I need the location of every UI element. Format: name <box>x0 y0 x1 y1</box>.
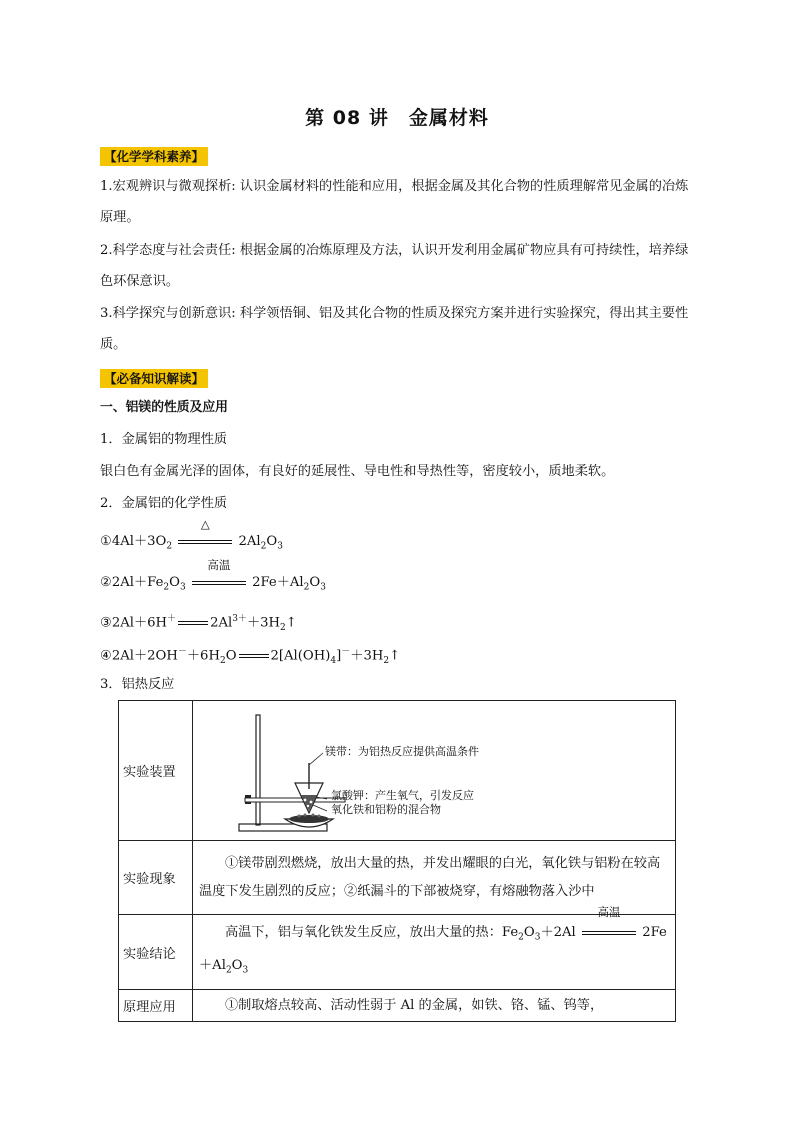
reaction-4: $④2Al+2OH^-+6H_2O$ $2[Al(OH)_4]^-+3H_2↑$ <box>100 647 401 667</box>
literacy-item-3: 3.科学探究与创新意识: 科学领悟铜、铝及其化合物的性质及探究方案并进行实验探究，得出其主要性质。 <box>100 306 689 352</box>
condition-label: 高温 <box>597 905 621 920</box>
reaction-left: 2Al＋2OH <box>111 648 178 664</box>
condition-label: 高温 <box>207 558 231 572</box>
conclusion-cell: 高温下，铝与氧化铁发生反应，放出大量的热：$Fe_2O_3+2Al$ 高温 $2Fe+Al_2O_3$ <box>193 915 676 990</box>
reaction-left: 2Al＋Fe <box>111 575 164 590</box>
phenomenon-text: ①镁带剧烈燃烧，放出大量的热，并发出耀眼的白光，氧化铁与铝粉在较高温度下发生剧烈的反应；②纸漏斗的下部被烧穿，有熔融物落入沙中 <box>199 855 661 899</box>
literacy-item-2: 2.科学态度与社会责任: 根据金属的冶炼原理及方法，认识开发利用金属矿物应具有可持续性，培养绿色环保意识。 <box>100 243 689 289</box>
application-cell <box>193 990 676 1022</box>
subheading-physical: 1．金属铝的物理性质 <box>100 432 228 447</box>
equals-sign <box>178 621 208 625</box>
reaction-number: ③ <box>100 615 112 631</box>
reaction-mid: ＋6H <box>186 648 220 664</box>
page-title: 第 08 讲 金属材料 <box>305 107 489 129</box>
reaction-left: 4Al＋3O <box>111 534 167 549</box>
apparatus-cell <box>193 701 676 841</box>
table-row <box>119 990 676 1022</box>
reaction-number: ② <box>100 575 112 590</box>
reaction-1: $①4Al+3O_2$ △ $2Al_2O_3$ <box>100 517 283 552</box>
conclusion-eq-mid: ＋2Al <box>540 925 576 941</box>
reaction-number: ① <box>100 534 112 549</box>
table-row <box>119 915 676 990</box>
condition-arrow <box>582 905 636 947</box>
label-chlorate: 氯酸钾：产生氧气，引发反应 <box>331 789 474 802</box>
label-mixture: 氧化铁和铝粉的混合物 <box>331 803 441 816</box>
tag-label: 【必备知识解读】 <box>100 369 208 388</box>
table-row <box>119 701 676 841</box>
reaction-right: 2[Al(OH) <box>270 648 331 664</box>
equals-sign <box>239 654 269 658</box>
table-row <box>119 841 676 915</box>
row-head-apparatus: 实验装置 <box>119 701 193 841</box>
condition-arrow <box>178 517 232 553</box>
reaction-2: $②2Al+Fe_2O_3$ 高温 $2Fe+Al_2O_3$ <box>100 558 326 593</box>
tag-label: 【化学学科素养】 <box>100 147 208 166</box>
subheading-thermite: 3．铝热反应 <box>100 677 175 692</box>
reaction-tail: ＋3H <box>350 648 384 664</box>
row-head-application: 原理应用 <box>119 990 193 1022</box>
reaction-right: 2Fe＋Al <box>252 575 304 590</box>
conclusion-eq-right: 2Fe＋Al <box>199 925 667 973</box>
reaction-number: ④ <box>100 648 112 664</box>
section-tag-literacy <box>100 146 208 165</box>
reaction-right: 2Al <box>210 615 233 631</box>
phenomenon-cell <box>193 841 676 915</box>
heading-aluminum-magnesium: 一、铝镁的性质及应用 <box>100 400 228 415</box>
subheading-chemical: 2．金属铝的化学性质 <box>100 496 228 511</box>
label-magnesium: 镁带：为铝热反应提供高温条件 <box>325 745 479 758</box>
reaction-tail: ＋3H <box>246 615 281 631</box>
conclusion-eq-left: O <box>523 925 535 941</box>
physical-properties: 银白色有金属光泽的固体，有良好的延展性、导电性和导热性等，密度较小，质地柔软。 <box>100 464 615 479</box>
row-head-conclusion: 实验结论 <box>119 915 193 990</box>
section-tag-knowledge <box>100 368 208 387</box>
literacy-item-1: 1.宏观辨识与微观探析: 认识金属材料的性能和应用，根据金属及其化合物的性质理解常见金属的冶炼原理。 <box>100 179 689 225</box>
conclusion-text: 高温下，铝与氧化铁发生反应，放出大量的热：Fe <box>225 925 519 941</box>
reaction-3: ③2Al＋6H＋ $2Al^{3+}+3H_2↑$ <box>100 614 297 634</box>
thermite-table <box>118 700 676 1022</box>
condition-arrow <box>192 558 246 594</box>
thermite-apparatus-diagram <box>193 701 675 836</box>
reaction-left: 2Al＋6H <box>111 615 168 631</box>
row-head-phenomenon: 实验现象 <box>119 841 193 915</box>
condition-label: △ <box>200 517 210 531</box>
application-text: ①制取熔点较高、活动性弱于 Al 的金属，如铁、铬、锰、钨等， <box>225 997 604 1013</box>
reaction-right: 2Al <box>238 534 261 549</box>
